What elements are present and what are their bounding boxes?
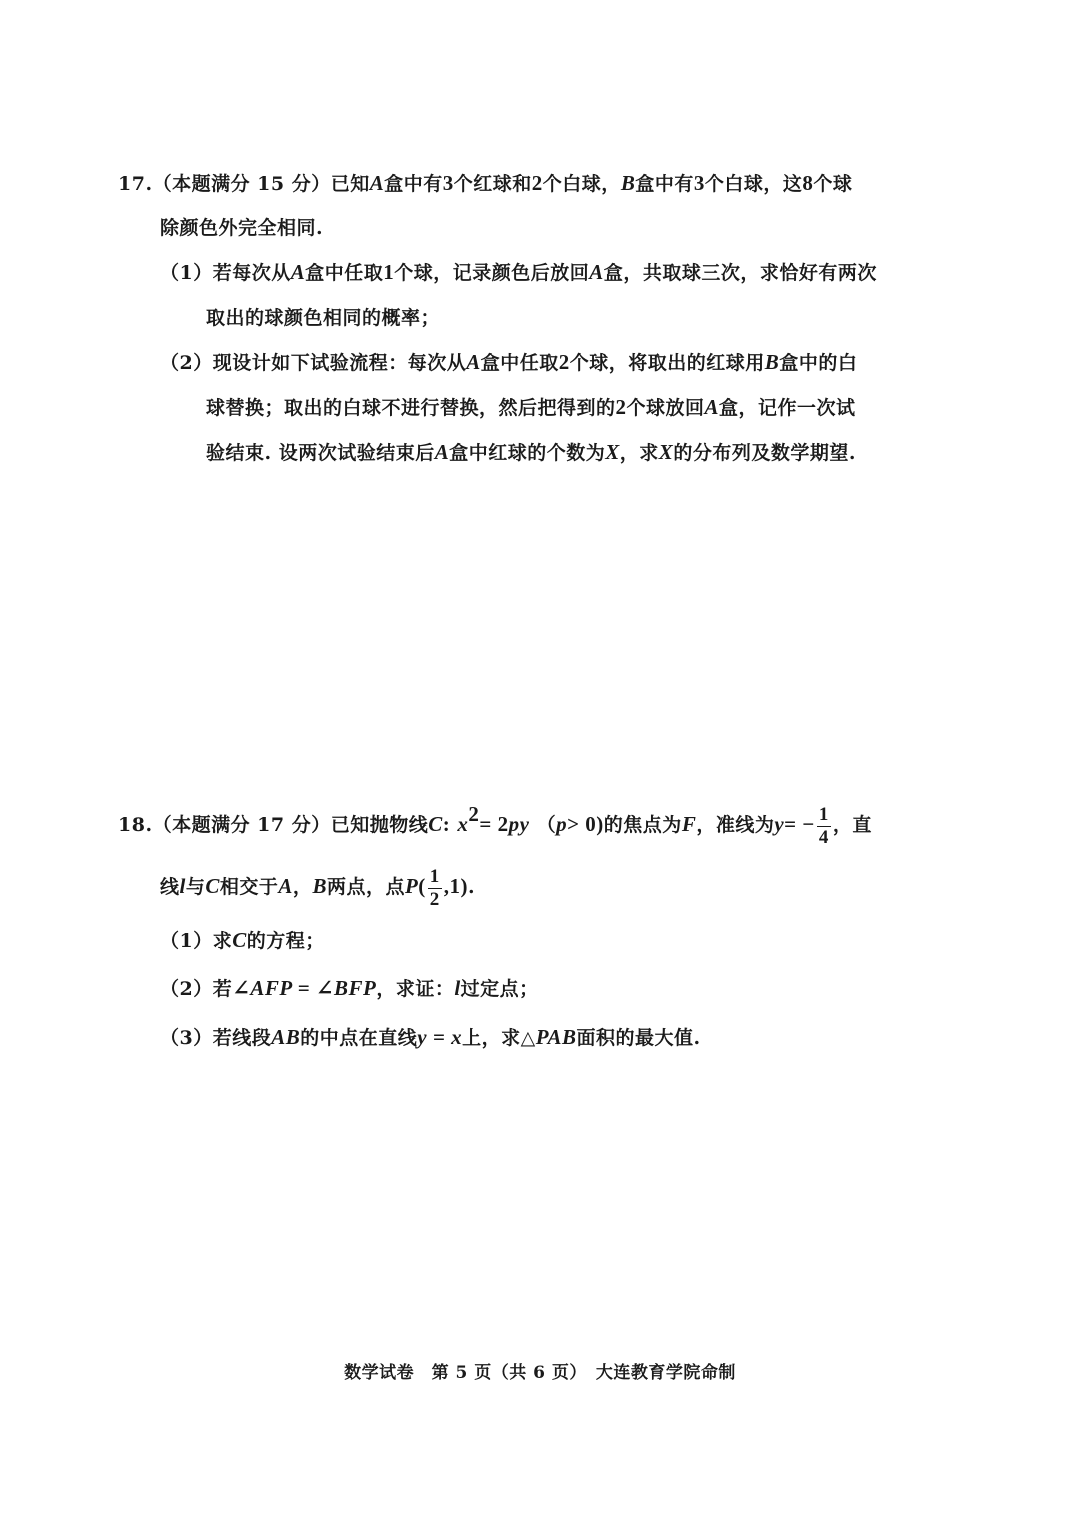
q17-p2-box-a: A (434, 440, 450, 464)
page-footer: 数学试卷 第 5 页（共 6 页） 大连教育学院命制 (344, 1363, 736, 1383)
q17-p1-box-a: A (290, 260, 306, 284)
q18-p3-text: 面积的最大值. (576, 1027, 701, 1049)
q18-point-p: P (404, 874, 419, 898)
q17-part2-line-3 (206, 439, 856, 466)
q18-text: 两点，点 (326, 876, 405, 898)
q17-var-x: X (658, 440, 674, 464)
q17-var-x: X (605, 440, 620, 464)
q18-x: x (457, 812, 469, 836)
q18-text: ， (292, 876, 313, 898)
q17-white-count: 2 (531, 171, 543, 195)
q17-p2-text: 个球放回 (626, 397, 705, 419)
q17-white-count-b: 3 (693, 171, 705, 195)
part-label: （1） (160, 930, 213, 952)
q18-equals: = 2 (479, 812, 509, 836)
q17-p1-box-a: A (589, 260, 604, 284)
q18-text: 已知抛物线 (330, 814, 429, 836)
q17-number: 17. (118, 173, 153, 195)
q17-p2-text: ，求 (619, 442, 659, 464)
q18-y: y (774, 812, 785, 836)
q18-angle-equation: ∠AFP = ∠BFP (232, 976, 377, 1000)
q17-text: 个白球，这 (704, 173, 803, 195)
q18-p3-text: 上，求△ (462, 1027, 536, 1049)
q17-text: 个球 (813, 173, 853, 195)
q17-box-a: A (369, 171, 385, 195)
q18-segment-ab: AB (271, 1025, 301, 1049)
q18-p1-text: 求 (212, 930, 233, 952)
fraction-denominator: 4 (818, 826, 829, 848)
q17-text: 盒中有 (635, 173, 694, 195)
q18-text: 的焦点为 (603, 814, 682, 836)
q18-p2-text: 若 (212, 978, 233, 1000)
q17-red-count: 3 (442, 171, 454, 195)
q17-total-count: 8 (802, 171, 814, 195)
q17-part2-line-2 (206, 394, 856, 421)
q17-p1-text: 盒，共取球三次，求恰好有两次 (603, 262, 877, 284)
q18-curve-c: C (428, 812, 443, 836)
fraction-numerator: 1 (818, 803, 829, 825)
q18-point-b: B (312, 874, 327, 898)
q18-part3 (160, 1024, 701, 1051)
q17-line-2: 除颜色外完全相同. (160, 217, 324, 239)
q17-text: 个白球， (542, 173, 621, 195)
q18-part2 (160, 975, 539, 1002)
q18-triangle-pab: PAB (535, 1025, 577, 1049)
part-label: （2） (160, 978, 213, 1000)
q18-text: . (468, 876, 476, 898)
q17-p2-text: 盒，记作一次试 (719, 397, 856, 419)
q17-text: 个红球和 (453, 173, 532, 195)
q17-p2-text: 盒中任取 (480, 352, 559, 374)
q17-part2-line-1 (160, 349, 857, 376)
q18-paren: ( (418, 874, 426, 898)
q18-number: 18. (118, 814, 153, 836)
q17-p1-text: 盒中任取 (305, 262, 384, 284)
q18-py: py (508, 812, 530, 836)
q18-coord-rest: ,1) (443, 874, 469, 898)
q18-curve-c: C (232, 928, 247, 952)
q17-p2-text: 盒中的白 (779, 352, 858, 374)
q17-text: 已知 (330, 173, 370, 195)
q17-p2-count: 2 (558, 350, 570, 374)
fraction-numerator: 1 (429, 865, 440, 887)
q18-p3-text: 的中点在直线 (300, 1027, 418, 1049)
q18-text: 线 (160, 876, 180, 898)
q17-p2-box-b: B (764, 350, 780, 374)
q17-p2-text: 球替换；取出的白球不进行替换，然后把得到的 (206, 397, 616, 419)
part-label: （2） (160, 352, 213, 374)
q18-p2-text: ，求证： (376, 978, 455, 1000)
q17-p2-text: 盒中红球的个数为 (449, 442, 606, 464)
q17-line-1 (118, 170, 852, 197)
q17-p1-text: 个球，记录颜色后放回 (394, 262, 590, 284)
q18-point-a: A (278, 874, 293, 898)
q18-line-l: l (179, 874, 186, 898)
q18-part1 (160, 927, 325, 954)
q18-line-1 (118, 800, 872, 849)
q17-text: 盒中有 (384, 173, 443, 195)
q18-text: ，准线为 (696, 814, 775, 836)
q18-colon: : (442, 812, 451, 836)
q18-p2-text: 过定点； (460, 978, 539, 1000)
q17-p2-box-a: A (466, 350, 481, 374)
q17-points: （本题满分 15 分） (152, 173, 331, 195)
q18-focus-f: F (681, 812, 697, 836)
part-label: （3） (160, 1027, 213, 1049)
q18-points: （本题满分 17 分） (152, 814, 331, 836)
q17-box-b: B (620, 171, 636, 195)
q17-p1-text: 若每次从 (212, 262, 291, 284)
q18-exponent: 2 (468, 802, 480, 826)
q18-p1-text: 的方程； (246, 930, 325, 952)
q18-text: 相交于 (219, 876, 279, 898)
q18-fraction-quarter (817, 804, 831, 849)
q17-p2-text: 个球，将取出的红球用 (569, 352, 765, 374)
q18-p: p (556, 812, 568, 836)
q17-p2-text: 验结束. 设两次试验结束后 (206, 442, 435, 464)
q17-p2-text: 现设计如下试验流程：每次从 (212, 352, 467, 374)
part-label: （1） (160, 262, 213, 284)
q18-line-2 (160, 862, 475, 911)
q18-curve-c: C (205, 874, 220, 898)
q18-line-yx: y = x (417, 1025, 463, 1049)
q17-p2-box-a: A (704, 395, 720, 419)
q18-equals-minus: = − (784, 812, 815, 836)
q18-text: 与 (185, 876, 206, 898)
q18-text: ，直 (832, 814, 872, 836)
q18-fraction-half (428, 866, 442, 911)
q18-p3-text: 若线段 (212, 1027, 272, 1049)
q17-part1-line-2: 取出的球颜色相同的概率； (206, 307, 441, 329)
q17-part1-line-1 (160, 259, 877, 286)
q17-p1-count: 1 (383, 260, 395, 284)
q17-p2-count: 2 (615, 395, 627, 419)
q17-p2-text: 的分布列及数学期望. (673, 442, 856, 464)
q18-paren: （ (536, 814, 557, 836)
fraction-denominator: 2 (429, 888, 440, 910)
q18-condition: > 0) (567, 812, 604, 836)
q18-line-l: l (454, 976, 461, 1000)
